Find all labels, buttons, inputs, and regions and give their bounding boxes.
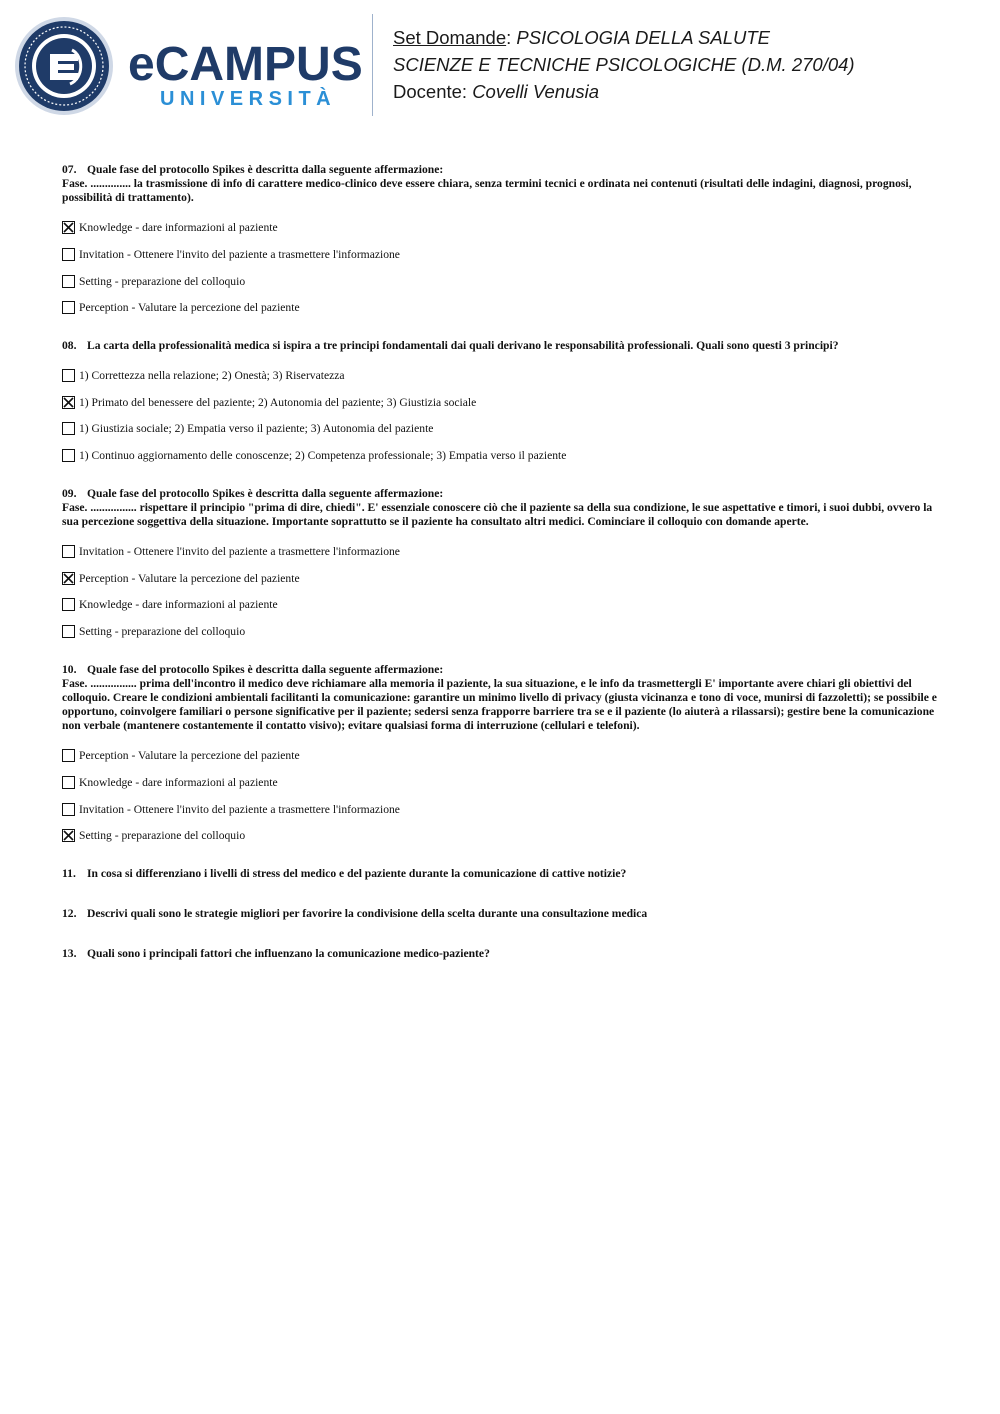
brand-logo (128, 38, 363, 110)
open-question-block (62, 947, 942, 961)
question-text (62, 339, 942, 353)
answer-checkbox[interactable] (62, 301, 75, 314)
question-number: 07. (62, 163, 77, 176)
answer-option[interactable] (62, 215, 942, 242)
answer-checkbox[interactable] (62, 572, 75, 585)
answer-option[interactable] (62, 565, 942, 592)
answer-checkbox[interactable] (62, 545, 75, 558)
course-line (393, 51, 855, 78)
answer-checkbox[interactable] (62, 396, 75, 409)
question-text (62, 487, 942, 530)
header-divider (372, 14, 373, 116)
question-prompt: La carta della professionalità medica si ispira a tre principi fondamentali dai quali derivano le responsabilità professionali. Quali sono questi 3 principi? (87, 338, 839, 352)
answer-option[interactable] (62, 743, 942, 770)
question-prompt: Quale fase del protocollo Spikes è descritta dalla seguente affermazione: (87, 486, 444, 500)
question-statement: Fase. ................ rispettare il principio "prima di dire, chiedi". E' essenziale conoscere ciò che il paziente sa della sua condizione, le sue aspettative e timori, i suoi dubbi, ovvero la sua percezione soggettiva della situazione. Importante soprattutto se il paziente ha consultato altri medici. Cominciare il colloquio con domande aperte. (62, 500, 933, 528)
answer-option[interactable] (62, 618, 942, 645)
question-number: 13. (62, 947, 77, 961)
answer-checkbox[interactable] (62, 449, 75, 462)
answer-label: Knowledge - dare informazioni al paziente (79, 598, 278, 612)
answer-label: Knowledge - dare informazioni al paziente (79, 775, 278, 789)
brand-name: eCAMPUS (128, 38, 363, 91)
set-line: Set Domande: PSICOLOGIA DELLA SALUTE (393, 27, 771, 48)
answer-label: Perception - Valutare la percezione del paziente (79, 301, 300, 315)
answer-label: 1) Correttezza nella relazione; 2) Onestà; 3) Riservatezza (79, 368, 345, 382)
open-question-block (62, 907, 942, 921)
answer-checkbox[interactable] (62, 422, 75, 435)
set-value: PSICOLOGIA DELLA SALUTE (516, 27, 771, 48)
question-statement: Fase. ................ prima dell'incontro il medico deve richiamare alla memoria il paziente, la sua situazione, e le info da trasmettergli E' importante avere chiari gli obiettivi del colloquio. Creare le condizioni ambientali facilitanti la comunicazione: garantire un minimo livello di privacy (giusta vicinanza e tono di voce, munirsi di fazzoletti); se possibile e opportuno, coinvolgere familiari o persone significative per il paziente; sedersi senza frapporre barriere tra se e il paziente (lo aiuterà a rilassarsi); gestire bene la comunicazione non verbale (mantenere costantemente il contatto visivo); evitare qualsiasi forma di interruzione (cellulari e telefoni). (62, 676, 937, 733)
answer-checkbox[interactable] (62, 221, 75, 234)
answer-checkbox[interactable] (62, 749, 75, 762)
question-block (62, 487, 942, 645)
answer-label: Invitation - Ottenere l'invito del paziente a trasmettere l'informazione (79, 802, 400, 816)
course-name: SCIENZE E TECNICHE PSICOLOGICHE (D.M. 270/04) (393, 54, 855, 75)
answer-label: Perception - Valutare la percezione del paziente (79, 571, 300, 585)
answer-label: Invitation - Ottenere l'invito del paziente a trasmettere l'informazione (79, 248, 400, 261)
answer-checkbox[interactable] (62, 248, 75, 261)
question-block (62, 163, 942, 321)
answer-option[interactable] (62, 538, 942, 565)
question-prompt: Descrivi quali sono le strategie migliori per favorire la condivisione della scelta durante una consultazione medica (87, 907, 648, 921)
answer-label: 1) Giustizia sociale; 2) Empatia verso il paziente; 3) Autonomia del paziente (79, 422, 434, 436)
answer-option[interactable] (62, 268, 942, 295)
university-seal-logo (14, 16, 114, 116)
question-text (62, 907, 942, 921)
check-x-icon (63, 222, 74, 233)
question-number: 12. (62, 907, 77, 921)
answer-checkbox[interactable] (62, 275, 75, 288)
question-prompt: Quali sono i principali fattori che influenzano la comunicazione medico-paziente? (87, 947, 490, 961)
question-text (62, 867, 942, 881)
set-label: Set Domande (393, 27, 507, 48)
question-number: 08. (62, 338, 77, 352)
question-block (62, 663, 942, 849)
answer-checkbox[interactable] (62, 803, 75, 816)
check-x-icon (63, 573, 74, 584)
answer-option[interactable] (62, 591, 942, 618)
answer-checkbox[interactable] (62, 625, 75, 638)
question-prompt: Quale fase del protocollo Spikes è descritta dalla seguente affermazione: (87, 163, 444, 176)
answer-checkbox[interactable] (62, 829, 75, 842)
answer-label: Knowledge - dare informazioni al paziente (79, 221, 278, 235)
open-question-block (62, 867, 942, 881)
answer-checkbox[interactable] (62, 776, 75, 789)
answer-label: Setting - preparazione del colloquio (79, 274, 246, 288)
question-text (62, 163, 942, 206)
answer-option[interactable] (62, 241, 942, 268)
answer-option[interactable] (62, 769, 942, 796)
question-prompt: In cosa si differenziano i livelli di stress del medico e del paziente durante la comunicazione di cattive notizie? (87, 866, 627, 880)
answer-checkbox[interactable] (62, 598, 75, 611)
answer-option[interactable] (62, 362, 942, 389)
answer-checkbox[interactable] (62, 369, 75, 382)
answer-option[interactable] (62, 796, 942, 823)
question-text (62, 663, 942, 734)
check-x-icon (63, 397, 74, 408)
question-number: 11. (62, 866, 76, 880)
answer-label: Invitation - Ottenere l'invito del paziente a trasmettere l'informazione (79, 544, 400, 558)
question-number: 10. (62, 662, 77, 676)
brand-subtitle: UNIVERSITÀ (160, 88, 337, 110)
answer-label: 1) Continuo aggiornamento delle conoscenze; 2) Competenza professionale; 3) Empatia verso il paziente (79, 448, 567, 462)
question-number: 09. (62, 486, 77, 500)
answer-option[interactable] (62, 822, 942, 849)
answer-label: Setting - preparazione del colloquio (79, 624, 246, 638)
check-x-icon (63, 830, 74, 841)
question-text (62, 947, 942, 961)
header-info (393, 24, 855, 105)
answer-label: 1) Primato del benessere del paziente; 2) Autonomia del paziente; 3) Giustizia sociale (79, 395, 477, 409)
answer-option[interactable] (62, 294, 942, 321)
question-prompt: Quale fase del protocollo Spikes è descritta dalla seguente affermazione: (87, 662, 444, 676)
teacher-label: Docente: (393, 81, 468, 102)
answer-label: Perception - Valutare la percezione del paziente (79, 749, 300, 763)
question-list (62, 163, 942, 988)
answer-label: Setting - preparazione del colloquio (79, 829, 246, 843)
question-statement: Fase. .............. la trasmissione di info di carattere medico-clinico deve essere chiara, senza termini tecnici e ordinata nei contenuti (risultati delle indagini, diagnosi, prognosi, possibilità di trattamento). (62, 177, 912, 205)
answer-option[interactable] (62, 415, 942, 442)
answer-option[interactable] (62, 389, 942, 416)
teacher-line (393, 78, 855, 105)
page-header (0, 0, 1000, 130)
teacher-name: Covelli Venusia (472, 81, 600, 102)
question-block (62, 339, 942, 469)
answer-option[interactable] (62, 442, 942, 469)
